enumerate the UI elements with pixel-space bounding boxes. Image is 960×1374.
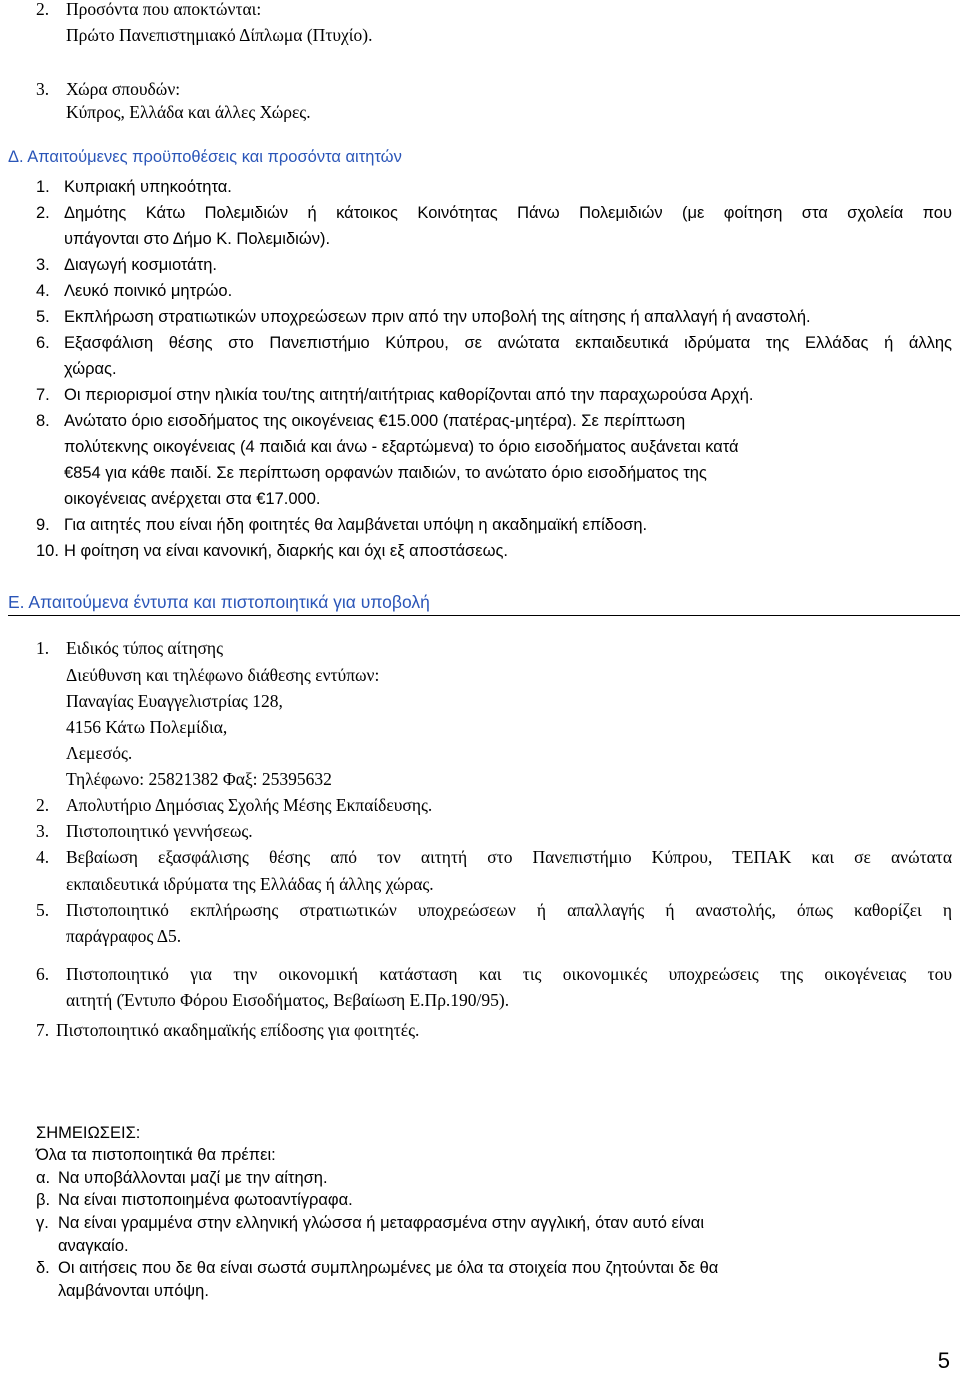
section-e-item-text: αιτητή (Έντυπο Φόρου Εισοδήματος, Βεβαίωση Ε.Πρ.190/95).	[66, 990, 510, 1010]
section-d-item-number: 3.	[36, 256, 50, 274]
section-d-item-text: €854 για κάθε παιδί. Σε περίπτωση ορφανών παιδιών, το ανώτατο όριο εισοδήματος της	[64, 464, 707, 482]
section-e-item-number: 5.	[36, 900, 50, 920]
section-e-item-text: Πιστοποιητικό εκπλήρωσης στρατιωτικών υποχρεώσεων ή απαλλαγής ή αναστολής, όπως καθορίζει η	[66, 900, 952, 920]
section-e-item-text: Βεβαίωση εξασφάλισης θέσης από τον αιτητή στο Πανεπιστήμιο Κύπρου, ΤΕΠΑΚ και σε ανώτατα	[66, 847, 952, 867]
section-g-item-2-label: Προσόντα που αποκτώνται:	[66, 0, 262, 19]
section-d-item-number: 4.	[36, 282, 50, 300]
section-d-item-text: Εξασφάλιση θέσης στο Πανεπιστήμιο Κύπρου, σε ανώτατα εκπαιδευτικά ιδρύματα της Ελλάδας ή άλλης	[64, 334, 952, 352]
section-d-item-number: 7.	[36, 386, 50, 404]
section-g-item-3-value: Κύπρος, Ελλάδα και άλλες Χώρες.	[66, 102, 311, 122]
section-d-item-number: 10.	[36, 542, 59, 560]
section-d-item-number: 6.	[36, 334, 50, 352]
section-e-heading-rule	[8, 589, 960, 616]
section-e-item-text: Πιστοποιητικό γεννήσεως.	[66, 821, 253, 841]
section-d-item-text: υπάγονται στο Δήμο Κ. Πολεμιδιών).	[64, 230, 331, 248]
section-d-item-text: Λευκό ποινικό μητρώο.	[64, 282, 233, 300]
section-e-item-number: 4.	[36, 847, 50, 867]
section-e-item-text: παράγραφος Δ5.	[66, 926, 182, 946]
section-e-heading: Ε. Απαιτούμενα έντυπα και πιστοποιητικά για υποβολή	[8, 592, 430, 612]
section-e-item-text: Λεμεσός.	[66, 743, 133, 763]
section-d-item-text: Ανώτατο όριο εισοδήματος της οικογένειας €15.000 (πατέρας-μητέρα). Σε περίπτωση	[64, 412, 686, 430]
notes-item-text: Να είναι πιστοποιημένα φωτοαντίγραφα.	[58, 1191, 353, 1209]
section-d-heading: Δ. Απαιτούμενες προϋποθέσεις και προσόντα αιτητών	[8, 148, 402, 166]
section-e-item-text: εκπαιδευτικά ιδρύματα της Ελλάδας ή άλλης χώρας.	[66, 874, 434, 894]
section-e-item-number: 7.	[36, 1020, 50, 1040]
notes-item-letter: α.	[36, 1169, 51, 1187]
section-e-item-number: 3.	[36, 821, 50, 841]
section-d-item-number: 8.	[36, 412, 50, 430]
section-e-item-text: Τηλέφωνο: 25821382 Φαξ: 25395632	[66, 769, 332, 789]
section-d-item-number: 9.	[36, 516, 50, 534]
section-d-item-text: Για αιτητές που είναι ήδη φοιτητές θα λαμβάνεται υπόψη η ακαδημαϊκή επίδοση.	[64, 516, 648, 534]
notes-item-letter: β.	[36, 1191, 51, 1209]
section-d-item-number: 1.	[36, 178, 50, 196]
section-d-item-number: 5.	[36, 308, 50, 326]
section-e-item-text: Διεύθυνση και τηλέφωνο διάθεσης εντύπων:	[66, 665, 380, 685]
section-d-item-text: πολύτεκνης οικογένειας (4 παιδιά και άνω - εξαρτώμενα) το όριο εισοδήματος αυξάνεται κατά	[64, 438, 739, 456]
section-g-item-2-value: Πρώτο Πανεπιστημιακό Δίπλωμα (Πτυχίο).	[66, 25, 373, 45]
section-d-item-text: οικογένειας ανέρχεται στα €17.000.	[64, 490, 321, 508]
section-e-item-text: Απολυτήριο Δημόσιας Σχολής Μέσης Εκπαίδευσης.	[66, 795, 433, 815]
notes-item-letter: γ.	[36, 1214, 49, 1232]
section-d-item-text: Οι περιορισμοί στην ηλικία του/της αιτητή/αιτήτριας καθορίζονται από την παραχωρούσα Αρχή.	[64, 386, 754, 404]
section-e-item-text: Πιστοποιητικό ακαδημαϊκής επίδοσης για φοιτητές.	[56, 1020, 420, 1040]
section-e-item-text: Παναγίας Ευαγγελιστρίας 128,	[66, 691, 283, 711]
notes-item-letter: δ.	[36, 1259, 50, 1277]
section-d-item-text: χώρας.	[64, 360, 117, 378]
section-d-item-text: Η φοίτηση να είναι κανονική, διαρκής και όχι εξ αποστάσεως.	[64, 542, 509, 560]
section-e-item-number: 1.	[36, 638, 50, 658]
section-d-item-text: Εκπλήρωση στρατιωτικών υποχρεώσεων πριν από την υποβολή της αίτησης ή απαλλαγή ή αναστολή.	[64, 308, 811, 326]
section-d-item-text: Δημότης Κάτω Πολεμιδιών ή κάτοικος Κοινότητας Πάνω Πολεμιδιών (με φοίτηση στα σχολεία που	[64, 204, 952, 222]
section-e-item-text: Πιστοποιητικό για την οικονομική κατάσταση και τις οικονομικές υποχρεώσεις της οικογένειας του	[66, 964, 952, 984]
section-g-item-2-number: 2.	[36, 0, 50, 19]
section-e-item-text: Ειδικός τύπος αίτησης	[66, 638, 224, 658]
notes-item-text: Να είναι γραμμένα στην ελληνική γλώσσα ή μεταφρασμένα στην αγγλική, όταν αυτό είναι	[58, 1214, 704, 1232]
section-d-item-text: Διαγωγή κοσμιοτάτη.	[64, 256, 217, 274]
section-g-item-3-label: Χώρα σπουδών:	[66, 79, 181, 99]
section-d-item-number: 2.	[36, 204, 50, 222]
notes-heading: ΣΗΜΕΙΩΣΕΙΣ:	[36, 1124, 141, 1142]
page-number: 5	[937, 1348, 950, 1373]
notes-item-text: λαμβάνονται υπόψη.	[58, 1282, 209, 1300]
section-e-item-text: 4156 Κάτω Πολεμίδια,	[66, 717, 228, 737]
section-d-item-text: Κυπριακή υπηκοότητα.	[64, 178, 232, 196]
section-e-item-number: 2.	[36, 795, 50, 815]
notes-intro: Όλα τα πιστοποιητικά θα πρέπει:	[36, 1146, 276, 1164]
section-e-item-number: 6.	[36, 964, 50, 984]
notes-item-text: Οι αιτήσεις που δε θα είναι σωστά συμπληρωμένες με όλα τα στοιχεία που ζητούνται δε θα	[58, 1259, 719, 1277]
notes-item-text: Να υποβάλλονται μαζί με την αίτηση.	[58, 1169, 328, 1187]
notes-item-text: αναγκαίο.	[58, 1237, 129, 1255]
section-g-item-3-number: 3.	[36, 79, 50, 99]
